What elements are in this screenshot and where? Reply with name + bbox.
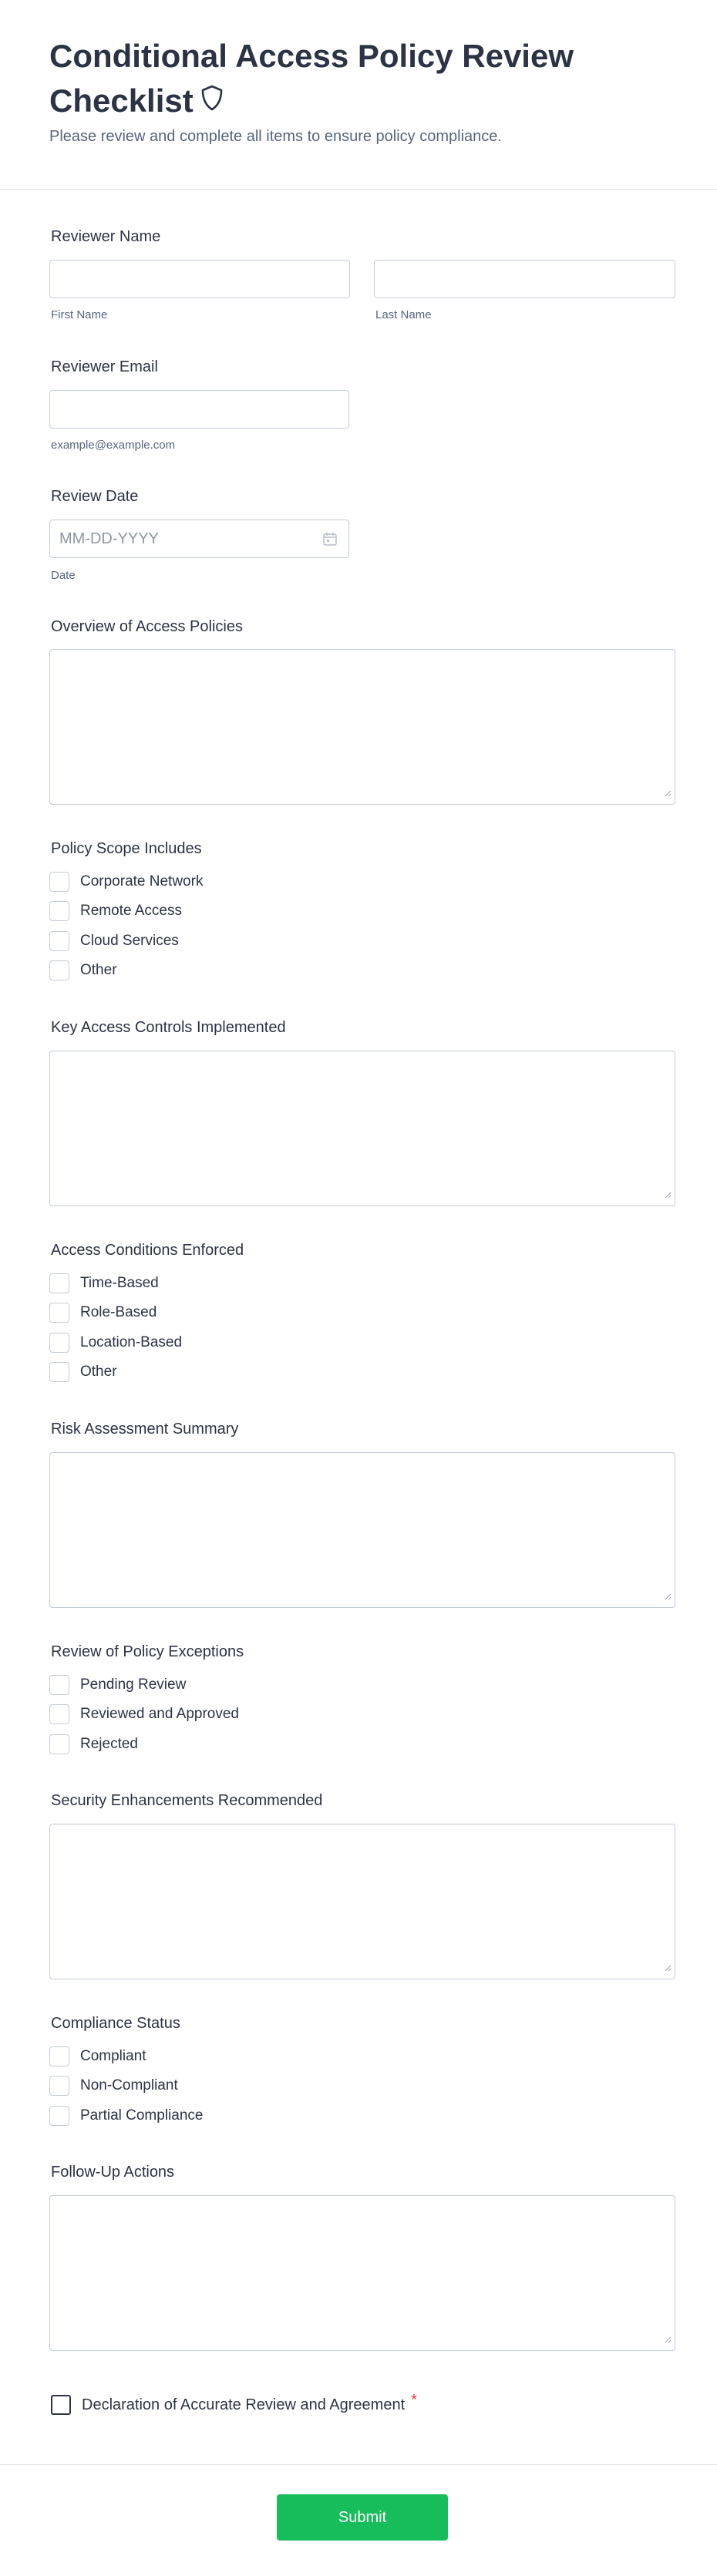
option-label: Other [80, 1364, 117, 1380]
checkbox[interactable] [49, 2106, 69, 2126]
checkbox[interactable] [49, 2076, 69, 2096]
scope-option-remote-access[interactable] [49, 900, 182, 922]
submit-button[interactable]: Submit [277, 2494, 448, 2541]
security-enhancements-label: Security Enhancements Recommended [51, 1792, 323, 1809]
option-label: Other [80, 962, 117, 978]
compliance-option-non-compliant[interactable] [49, 2075, 178, 2097]
compliance-option-compliant[interactable] [49, 2046, 146, 2067]
declaration-checkbox-row[interactable] [51, 2391, 417, 2415]
checkbox[interactable] [49, 1734, 69, 1754]
follow-up-label: Follow-Up Actions [51, 2164, 175, 2181]
option-label: Role-Based [80, 1304, 157, 1320]
option-label: Remote Access [80, 903, 182, 919]
scope-option-corporate-network[interactable] [49, 871, 203, 893]
checkbox[interactable] [49, 1362, 69, 1382]
last-name-sublabel: Last Name [375, 308, 432, 321]
resize-handle-icon[interactable] [664, 1590, 672, 1604]
exception-option-pending-review[interactable] [49, 1674, 186, 1696]
reviewer-email-label: Reviewer Email [51, 358, 158, 375]
review-date-label: Review Date [51, 488, 139, 505]
checkbox[interactable] [49, 1273, 69, 1293]
policy-scope-label: Policy Scope Includes [51, 840, 202, 857]
resize-handle-icon[interactable] [664, 2333, 672, 2347]
exception-option-reviewed-approved[interactable] [49, 1703, 239, 1725]
option-label: Cloud Services [80, 933, 179, 949]
checkbox[interactable] [49, 960, 69, 980]
option-label: Rejected [80, 1736, 138, 1752]
first-name-input[interactable] [49, 260, 350, 298]
checkbox[interactable] [49, 1704, 69, 1724]
shield-icon [200, 79, 224, 123]
required-mark: * [411, 2391, 417, 2409]
checkbox[interactable] [49, 1333, 69, 1353]
option-label: Corporate Network [80, 873, 204, 889]
security-enhancements-textarea[interactable] [49, 1824, 675, 1979]
page-title-text: Conditional Access Policy Review Checklist [49, 38, 574, 119]
email-sublabel: example@example.com [51, 439, 176, 452]
exception-option-rejected[interactable] [49, 1734, 138, 1755]
last-name-input[interactable] [374, 260, 675, 298]
access-conditions-label: Access Conditions Enforced [51, 1242, 244, 1259]
compliance-status-label: Compliance Status [51, 2015, 180, 2032]
form-footer [0, 2464, 717, 2576]
option-label: Compliant [80, 2048, 146, 2064]
declaration-label: Declaration of Accurate Review and Agreement [82, 2396, 406, 2413]
page-subtitle: Please review and complete all items to ensure policy compliance. [49, 128, 502, 145]
first-name-sublabel: First Name [51, 308, 108, 321]
reviewer-name-label: Reviewer Name [51, 228, 161, 245]
option-label: Location-Based [80, 1334, 183, 1350]
calendar-icon[interactable] [322, 531, 338, 550]
scope-option-cloud-services[interactable] [49, 930, 179, 952]
condition-option-location-based[interactable] [49, 1332, 182, 1354]
resize-handle-icon[interactable] [664, 1962, 672, 1976]
policy-exceptions-label: Review of Policy Exceptions [51, 1643, 244, 1660]
page-title [49, 34, 589, 123]
condition-option-time-based[interactable] [49, 1273, 159, 1294]
scope-option-other[interactable] [49, 960, 117, 981]
review-date-sublabel: Date [51, 569, 76, 582]
checkbox[interactable] [49, 872, 69, 892]
checkbox[interactable] [49, 2046, 69, 2067]
condition-option-other[interactable] [49, 1361, 117, 1383]
follow-up-textarea[interactable] [49, 2195, 675, 2351]
overview-label: Overview of Access Policies [51, 618, 243, 635]
review-date-input[interactable] [49, 520, 349, 558]
option-label: Pending Review [80, 1676, 187, 1693]
checkbox[interactable] [49, 931, 69, 951]
condition-option-role-based[interactable] [49, 1302, 157, 1323]
key-controls-label: Key Access Controls Implemented [51, 1019, 286, 1036]
checkbox[interactable] [49, 901, 69, 921]
option-label: Partial Compliance [80, 2107, 204, 2124]
option-label: Time-Based [80, 1275, 159, 1291]
resize-handle-icon[interactable] [664, 1189, 672, 1202]
declaration-checkbox[interactable] [51, 2395, 71, 2415]
email-input[interactable] [49, 390, 349, 429]
resize-handle-icon[interactable] [664, 787, 672, 801]
checkbox[interactable] [49, 1675, 69, 1695]
risk-assessment-textarea[interactable] [49, 1452, 675, 1608]
compliance-option-partial[interactable] [49, 2105, 203, 2127]
checkbox[interactable] [49, 1303, 69, 1323]
risk-assessment-label: Risk Assessment Summary [51, 1421, 239, 1438]
key-controls-textarea[interactable] [49, 1051, 675, 1206]
overview-textarea[interactable] [49, 649, 675, 805]
form-header [0, 0, 717, 190]
option-label: Reviewed and Approved [80, 1706, 239, 1722]
option-label: Non-Compliant [80, 2077, 178, 2093]
